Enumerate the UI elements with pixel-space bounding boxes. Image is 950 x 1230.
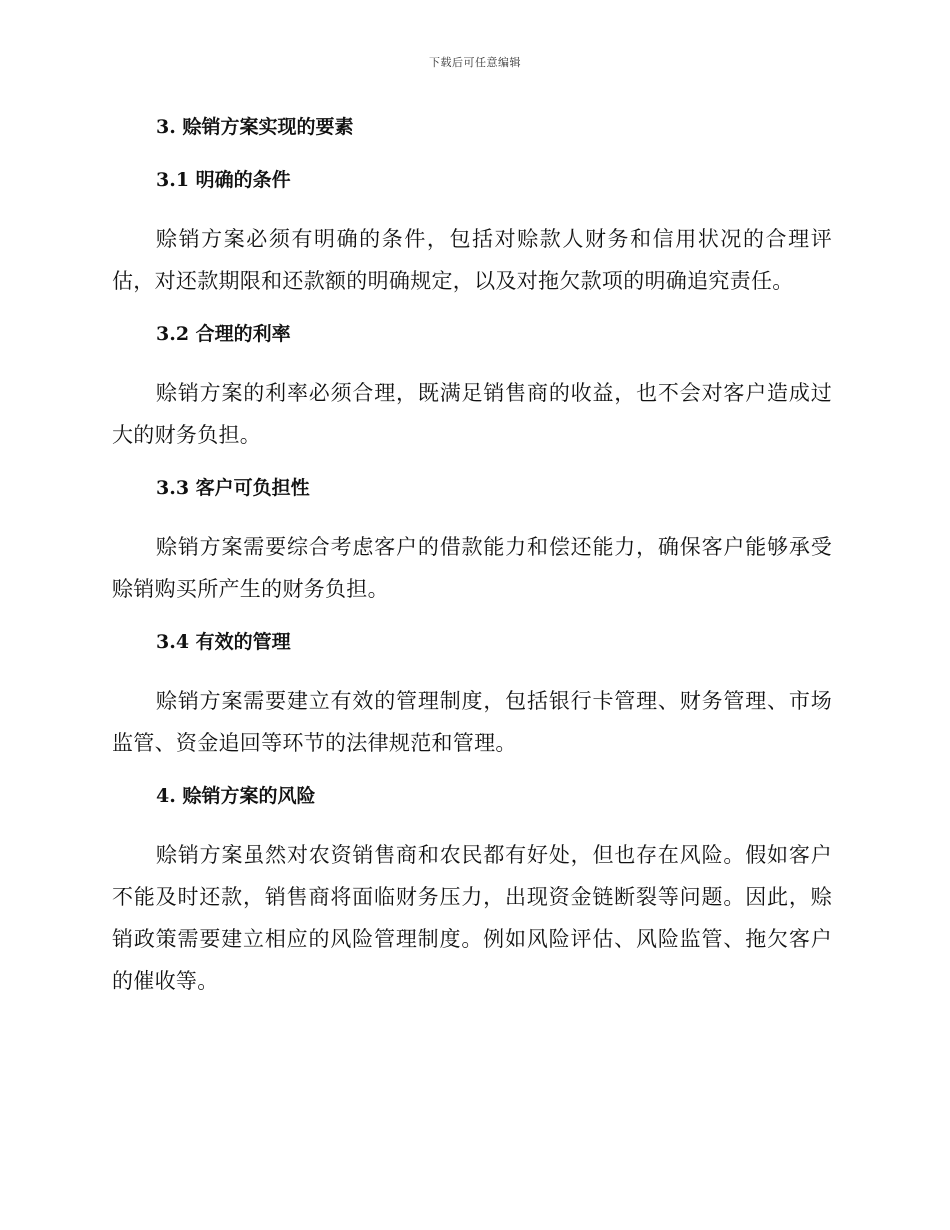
paragraph-3-3: 赊销方案需要综合考虑客户的借款能力和偿还能力，确保客户能够承受赊销购买所产生的财务负担。 [112, 535, 832, 601]
section-heading-3-2: 3.2 合理的利率 [156, 323, 291, 345]
section-heading-3: 3. 赊销方案实现的要素 [156, 116, 354, 138]
paragraph-3-1: 赊销方案必须有明确的条件，包括对赊款人财务和信用状况的合理评估，对还款期限和还款额的明确规定，以及对拖欠款项的明确追究责任。 [112, 227, 832, 293]
document-body [112, 112, 832, 1019]
section-heading-3-3: 3.3 客户可负担性 [156, 477, 310, 499]
paragraph-3-4: 赊销方案需要建立有效的管理制度，包括银行卡管理、财务管理、市场监管、资金追回等环节的法律规范和管理。 [112, 689, 832, 755]
header-note: 下载后可任意编辑 [429, 56, 521, 69]
paragraph-3-2: 赊销方案的利率必须合理，既满足销售商的收益，也不会对客户造成过大的财务负担。 [112, 381, 832, 447]
section-heading-3-4: 3.4 有效的管理 [156, 631, 291, 653]
paragraph-4: 赊销方案虽然对农资销售商和农民都有好处，但也存在风险。假如客户不能及时还款，销售商将面临财务压力，出现资金链断裂等问题。因此，赊销政策需要建立相应的风险管理制度。例如风险评估、风险监管、拖欠客户的催收等。 [112, 843, 832, 993]
section-heading-4: 4. 赊销方案的风险 [156, 785, 316, 807]
section-heading-3-1: 3.1 明确的条件 [156, 169, 291, 191]
